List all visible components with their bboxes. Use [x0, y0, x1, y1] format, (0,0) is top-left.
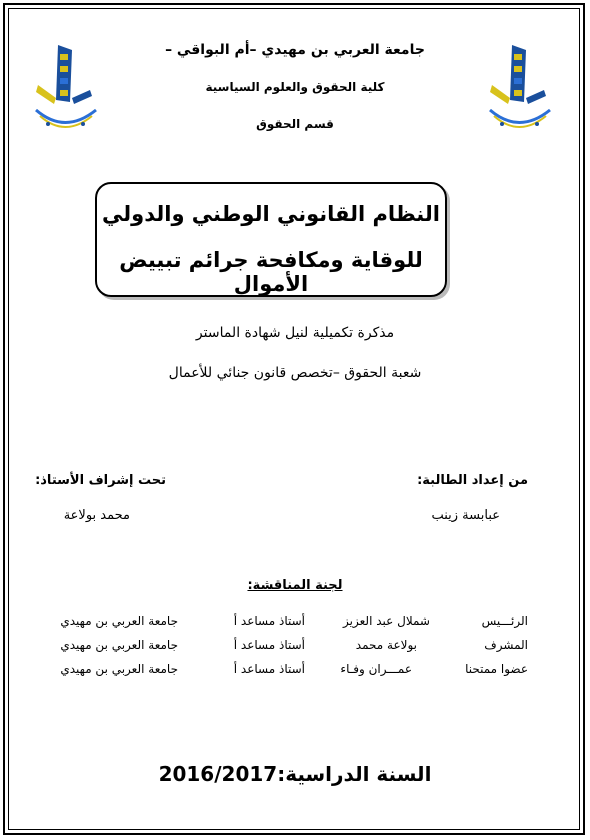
- committee-role: عضوا ممتحنا: [465, 662, 528, 676]
- academic-year: السنة الدراسية:2016/2017: [158, 762, 432, 786]
- prepared-by-label: من إعداد الطالبة:: [417, 473, 528, 488]
- university-logo-icon: [28, 40, 103, 140]
- committee-member-name: عمـــران وفـاء: [340, 662, 412, 676]
- department-name: قسم الحقوق: [256, 117, 334, 131]
- committee-role: الرئـــيس: [481, 614, 528, 628]
- committee-member-university: جامعة العربي بن مهيدي: [60, 662, 178, 676]
- student-name: عبابسة زينب: [431, 508, 500, 523]
- university-name: جامعة العربي بن مهيدي –أم البواقي –: [165, 42, 425, 58]
- university-logo-left: [28, 40, 103, 140]
- university-logo-right: [482, 40, 557, 140]
- committee-role: المشرف: [484, 638, 528, 652]
- committee-member-rank: أستاذ مساعد أ: [233, 638, 305, 652]
- committee-member-university: جامعة العربي بن مهيدي: [60, 638, 178, 652]
- faculty-name: كلية الحقوق والعلوم السياسية: [205, 80, 385, 94]
- degree-statement: مذكرة تكميلية لنيل شهادة الماستر: [195, 325, 395, 341]
- committee-member-name: بولاعة محمد: [355, 638, 417, 652]
- thesis-title-line-2: للوقاية ومكافحة جرائم تبييض الأموال: [119, 248, 423, 296]
- committee-member-rank: أستاذ مساعد أ: [233, 662, 305, 676]
- committee-member-university: جامعة العربي بن مهيدي: [60, 614, 178, 628]
- specialization: شعبة الحقوق –تخصص قانون جنائي للأعمال: [168, 365, 422, 381]
- committee-label: لجنة المناقشة:: [247, 578, 343, 593]
- committee-member-rank: أستاذ مساعد أ: [233, 614, 305, 628]
- university-logo-icon: [482, 40, 557, 140]
- committee-member-name: شملال عبد العزيز: [343, 614, 430, 628]
- supervised-by-label: تحت إشراف الأستاذ:: [35, 473, 166, 488]
- supervisor-name: محمد بولاعة: [63, 508, 130, 523]
- thesis-title-box: [95, 182, 447, 297]
- thesis-title-line-1: النظام القانوني الوطني والدولي: [102, 202, 440, 226]
